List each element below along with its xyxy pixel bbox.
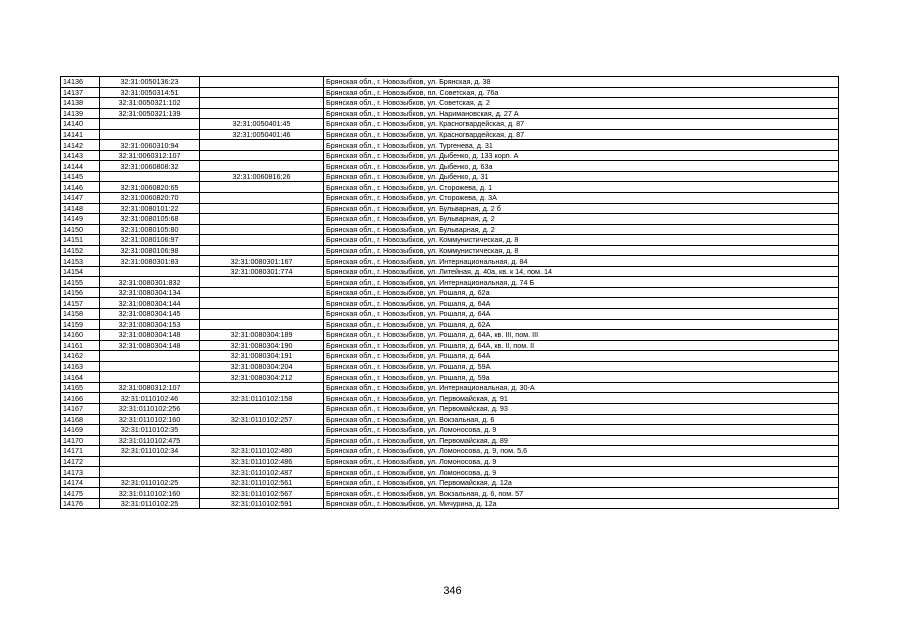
cadastral-number-cell: 32:31:0110102:35 — [100, 425, 200, 436]
row-number-cell: 14176 — [61, 498, 100, 509]
address-cell: Брянская обл., г. Новозыбков, ул. Наримановская, д. 27 А — [324, 108, 839, 119]
row-number-cell: 14149 — [61, 214, 100, 225]
table-row — [61, 467, 839, 478]
row-number-cell: 14154 — [61, 266, 100, 277]
table-row — [61, 77, 839, 88]
table-row — [61, 277, 839, 288]
address-cell: Брянская обл., г. Новозыбков, ул. Рошаля, д. 59А — [324, 361, 839, 372]
cadastral-number-cell — [100, 119, 200, 130]
cadastral-number-cell: 32:31:0080304:144 — [100, 298, 200, 309]
cadastral-number-cell: 32:31:0080304:148 — [100, 340, 200, 351]
address-cell: Брянская обл., г. Новозыбков, ул. Рошаля, д. 64А — [324, 309, 839, 320]
cadastral-number-cell: 32:31:0080105:68 — [100, 214, 200, 225]
address-cell: Брянская обл., г. Новозыбков, ул. Тургенева, д. 31 — [324, 140, 839, 151]
cadastral-number-cell: 32:31:0060820:65 — [100, 182, 200, 193]
address-cell: Брянская обл., г. Новозыбков, ул. Рошаля, д. 59а — [324, 372, 839, 383]
row-number-cell: 14142 — [61, 140, 100, 151]
cadastral-number-2-cell — [200, 182, 324, 193]
table-row — [61, 182, 839, 193]
address-cell: Брянская обл., г. Новозыбков, ул. Ломоносова, д. 9 — [324, 467, 839, 478]
cadastral-number-cell: 32:31:0050321:139 — [100, 108, 200, 119]
cadastral-number-cell: 32:31:0050321:102 — [100, 98, 200, 109]
row-number-cell: 14137 — [61, 87, 100, 98]
cadastral-number-2-cell: 32:31:0110102:591 — [200, 498, 324, 509]
cadastral-number-2-cell — [200, 150, 324, 161]
address-cell: Брянская обл., г. Новозыбков, ул. Первомайская, д. 89 — [324, 435, 839, 446]
property-table — [60, 76, 839, 509]
cadastral-number-2-cell — [200, 203, 324, 214]
cadastral-number-cell: 32:31:0110102:25 — [100, 498, 200, 509]
cadastral-number-cell — [100, 467, 200, 478]
row-number-cell: 14153 — [61, 256, 100, 267]
row-number-cell: 14146 — [61, 182, 100, 193]
cadastral-number-2-cell: 32:31:0080301:774 — [200, 266, 324, 277]
address-cell: Брянская обл., г. Новозыбков, ул. Бульварная, д. 2 — [324, 214, 839, 225]
row-number-cell: 14169 — [61, 425, 100, 436]
cadastral-number-cell: 32:31:0080106:97 — [100, 235, 200, 246]
address-cell: Брянская обл., г. Новозыбков, ул. Коммунистическая, д. 8 — [324, 235, 839, 246]
cadastral-number-cell: 32:31:0080304:148 — [100, 330, 200, 341]
cadastral-number-2-cell: 32:31:0060816:26 — [200, 171, 324, 182]
address-cell: Брянская обл., г. Новозыбков, ул. Дыбенко, д. 31 — [324, 171, 839, 182]
table-row — [61, 203, 839, 214]
address-cell: Брянская обл., г. Новозыбков, ул. Рошаля, д. 64А, кв. III, пом. III — [324, 330, 839, 341]
table-row — [61, 171, 839, 182]
row-number-cell: 14152 — [61, 245, 100, 256]
cadastral-number-2-cell — [200, 235, 324, 246]
cadastral-number-2-cell: 32:31:0080304:189 — [200, 330, 324, 341]
cadastral-number-2-cell — [200, 403, 324, 414]
cadastral-number-2-cell: 32:31:0050401:46 — [200, 129, 324, 140]
address-cell: Брянская обл., г. Новозыбков, ул. Ломоносова, д. 9 — [324, 456, 839, 467]
table-row — [61, 224, 839, 235]
cadastral-number-2-cell — [200, 277, 324, 288]
row-number-cell: 14144 — [61, 161, 100, 172]
row-number-cell: 14166 — [61, 393, 100, 404]
cadastral-number-cell — [100, 372, 200, 383]
table-row — [61, 498, 839, 509]
row-number-cell: 14139 — [61, 108, 100, 119]
address-cell: Брянская обл., г. Новозыбков, ул. Интернациональная, д. 30-А — [324, 382, 839, 393]
address-cell: Брянская обл., г. Новозыбков, ул. Интернациональная, д. 84 — [324, 256, 839, 267]
row-number-cell: 14158 — [61, 309, 100, 320]
row-number-cell: 14160 — [61, 330, 100, 341]
address-cell: Брянская обл., г. Новозыбков, ул. Коммунистическая, д. 8 — [324, 245, 839, 256]
cadastral-number-2-cell: 32:31:0080304:204 — [200, 361, 324, 372]
table-row — [61, 266, 839, 277]
table-body — [61, 77, 839, 509]
cadastral-number-cell: 32:31:0110102:160 — [100, 414, 200, 425]
cadastral-number-2-cell: 32:31:0080301:167 — [200, 256, 324, 267]
cadastral-number-2-cell — [200, 77, 324, 88]
address-cell: Брянская обл., г. Новозыбков, ул. Дыбенко, д. 63а — [324, 161, 839, 172]
cadastral-number-2-cell: 32:31:0110102:158 — [200, 393, 324, 404]
row-number-cell: 14161 — [61, 340, 100, 351]
address-cell: Брянская обл., г. Новозыбков, ул. Бульварная, д. 2 б — [324, 203, 839, 214]
table-row — [61, 129, 839, 140]
address-cell: Брянская обл., г. Новозыбков, ул. Рошаля, д. 64А — [324, 351, 839, 362]
cadastral-number-cell — [100, 266, 200, 277]
cadastral-number-2-cell — [200, 140, 324, 151]
row-number-cell: 14162 — [61, 351, 100, 362]
row-number-cell: 14151 — [61, 235, 100, 246]
table-row — [61, 108, 839, 119]
cadastral-number-2-cell: 32:31:0110102:561 — [200, 477, 324, 488]
cadastral-number-2-cell: 32:31:0110102:487 — [200, 467, 324, 478]
cadastral-number-cell — [100, 456, 200, 467]
table-row — [61, 319, 839, 330]
row-number-cell: 14136 — [61, 77, 100, 88]
table-row — [61, 161, 839, 172]
row-number-cell: 14175 — [61, 488, 100, 499]
cadastral-number-2-cell: 32:31:0110102:486 — [200, 456, 324, 467]
table-row — [61, 477, 839, 488]
address-cell: Брянская обл., г. Новозыбков, пл. Советская, д. 76а — [324, 87, 839, 98]
address-cell: Брянская обл., г. Новозыбков, ул. Ломоносова, д. 9 — [324, 425, 839, 436]
cadastral-number-2-cell: 32:31:0110102:567 — [200, 488, 324, 499]
cadastral-number-2-cell: 32:31:0110102:480 — [200, 446, 324, 457]
cadastral-number-2-cell — [200, 108, 324, 119]
address-cell: Брянская обл., г. Новозыбков, ул. Рошаля, д. 64А — [324, 298, 839, 309]
address-cell: Брянская обл., г. Новозыбков, ул. Первомайская, д. 91 — [324, 393, 839, 404]
table-row — [61, 330, 839, 341]
cadastral-number-cell — [100, 361, 200, 372]
row-number-cell: 14170 — [61, 435, 100, 446]
address-cell: Брянская обл., г. Новозыбков, ул. Рошаля, д. 62а — [324, 287, 839, 298]
cadastral-number-cell: 32:31:0080312:107 — [100, 382, 200, 393]
cadastral-number-2-cell — [200, 287, 324, 298]
row-number-cell: 14163 — [61, 361, 100, 372]
address-cell: Брянская обл., г. Новозыбков, ул. Бульварная, д. 2 — [324, 224, 839, 235]
cadastral-number-cell: 32:31:0080106:98 — [100, 245, 200, 256]
table-row — [61, 351, 839, 362]
address-cell: Брянская обл., г. Новозыбков, ул. Первомайская, д. 12а — [324, 477, 839, 488]
cadastral-number-cell: 32:31:0060820:70 — [100, 193, 200, 204]
cadastral-number-cell: 32:31:0060808:32 — [100, 161, 200, 172]
table-row — [61, 446, 839, 457]
table-row — [61, 435, 839, 446]
row-number-cell: 14148 — [61, 203, 100, 214]
table-row — [61, 425, 839, 436]
address-cell: Брянская обл., г. Новозыбков, ул. Сторожева, д. 3А — [324, 193, 839, 204]
cadastral-number-2-cell — [200, 425, 324, 436]
table-row — [61, 298, 839, 309]
table-row — [61, 393, 839, 404]
cadastral-number-2-cell — [200, 98, 324, 109]
cadastral-number-2-cell — [200, 245, 324, 256]
cadastral-number-2-cell — [200, 319, 324, 330]
cadastral-number-cell: 32:31:0080304:145 — [100, 309, 200, 320]
row-number-cell: 14147 — [61, 193, 100, 204]
address-cell: Брянская обл., г. Новозыбков, ул. Красногвардейская, д. 87 — [324, 129, 839, 140]
address-cell: Брянская обл., г. Новозыбков, ул. Дыбенко, д. 133 корп. А — [324, 150, 839, 161]
cadastral-number-2-cell — [200, 224, 324, 235]
row-number-cell: 14159 — [61, 319, 100, 330]
table-row — [61, 287, 839, 298]
address-cell: Брянская обл., г. Новозыбков, ул. Сторожева, д. 1 — [324, 182, 839, 193]
cadastral-number-2-cell: 32:31:0080304:190 — [200, 340, 324, 351]
address-cell: Брянская обл., г. Новозыбков, ул. Вокзальная, д. 6, пом. 57 — [324, 488, 839, 499]
cadastral-number-2-cell — [200, 87, 324, 98]
cadastral-number-cell: 32:31:0060312:107 — [100, 150, 200, 161]
table-row — [61, 119, 839, 130]
table-row — [61, 235, 839, 246]
row-number-cell: 14156 — [61, 287, 100, 298]
row-number-cell: 14138 — [61, 98, 100, 109]
cadastral-number-2-cell: 32:31:0110102:257 — [200, 414, 324, 425]
cadastral-number-2-cell — [200, 161, 324, 172]
cadastral-number-cell: 32:31:0080304:134 — [100, 287, 200, 298]
table-row — [61, 488, 839, 499]
cadastral-number-2-cell: 32:31:0050401:45 — [200, 119, 324, 130]
cadastral-number-2-cell — [200, 382, 324, 393]
cadastral-number-cell: 32:31:0110102:46 — [100, 393, 200, 404]
row-number-cell: 14140 — [61, 119, 100, 130]
table-row — [61, 309, 839, 320]
cadastral-number-2-cell: 32:31:0080304:191 — [200, 351, 324, 362]
address-cell: Брянская обл., г. Новозыбков, ул. Советская, д. 2 — [324, 98, 839, 109]
address-cell: Брянская обл., г. Новозыбков, ул. Ломоносова, д. 9, пом. 5,6 — [324, 446, 839, 457]
row-number-cell: 14165 — [61, 382, 100, 393]
address-cell: Брянская обл., г. Новозыбков, ул. Рошаля, д. 62А — [324, 319, 839, 330]
table-row — [61, 193, 839, 204]
row-number-cell: 14167 — [61, 403, 100, 414]
cadastral-number-cell: 32:31:0080105:80 — [100, 224, 200, 235]
table-row — [61, 382, 839, 393]
table-row — [61, 403, 839, 414]
cadastral-number-cell: 32:31:0080101:22 — [100, 203, 200, 214]
address-cell: Брянская обл., г. Новозыбков, ул. Красногвардейская, д. 87 — [324, 119, 839, 130]
cadastral-number-cell: 32:31:0050136:23 — [100, 77, 200, 88]
table-row — [61, 87, 839, 98]
address-cell: Брянская обл., г. Новозыбков, ул. Первомайская, д. 93 — [324, 403, 839, 414]
address-cell: Брянская обл., г. Новозыбков, ул. Вокзальная, д. 6 — [324, 414, 839, 425]
row-number-cell: 14157 — [61, 298, 100, 309]
table-row — [61, 256, 839, 267]
row-number-cell: 14164 — [61, 372, 100, 383]
cadastral-number-cell: 32:31:0110102:475 — [100, 435, 200, 446]
row-number-cell: 14141 — [61, 129, 100, 140]
cadastral-number-cell — [100, 351, 200, 362]
cadastral-number-cell: 32:31:0050314:51 — [100, 87, 200, 98]
cadastral-number-cell: 32:31:0080301:832 — [100, 277, 200, 288]
cadastral-number-cell: 32:31:0060310:94 — [100, 140, 200, 151]
table-row — [61, 98, 839, 109]
row-number-cell: 14145 — [61, 171, 100, 182]
row-number-cell: 14143 — [61, 150, 100, 161]
cadastral-number-2-cell — [200, 435, 324, 446]
cadastral-number-cell — [100, 171, 200, 182]
table-row — [61, 340, 839, 351]
table-row — [61, 245, 839, 256]
table-row — [61, 414, 839, 425]
address-cell: Брянская обл., г. Новозыбков, ул. Интернациональная, д. 74 Б — [324, 277, 839, 288]
row-number-cell: 14150 — [61, 224, 100, 235]
cadastral-number-cell: 32:31:0080301:83 — [100, 256, 200, 267]
table-row — [61, 214, 839, 225]
cadastral-number-cell: 32:31:0110102:256 — [100, 403, 200, 414]
cadastral-number-2-cell — [200, 298, 324, 309]
row-number-cell: 14168 — [61, 414, 100, 425]
cadastral-number-cell: 32:31:0110102:34 — [100, 446, 200, 457]
cadastral-number-2-cell — [200, 193, 324, 204]
cadastral-number-2-cell — [200, 214, 324, 225]
row-number-cell: 14172 — [61, 456, 100, 467]
address-cell: Брянская обл., г. Новозыбков, ул. Мичурина, д. 12а — [324, 498, 839, 509]
table-row — [61, 150, 839, 161]
row-number-cell: 14173 — [61, 467, 100, 478]
address-cell: Брянская обл., г. Новозыбков, ул. Литейная, д. 40а, кв. к 14, пом. 14 — [324, 266, 839, 277]
table-row — [61, 361, 839, 372]
row-number-cell: 14171 — [61, 446, 100, 457]
table-row — [61, 140, 839, 151]
cadastral-number-cell: 32:31:0080304:153 — [100, 319, 200, 330]
cadastral-number-cell: 32:31:0110102:160 — [100, 488, 200, 499]
page-number: 346 — [443, 585, 462, 597]
cadastral-number-2-cell — [200, 309, 324, 320]
address-cell: Брянская обл., г. Новозыбков, ул. Рошаля, д. 64А, кв. II, пом. II — [324, 340, 839, 351]
table-row — [61, 456, 839, 467]
address-cell: Брянская обл., г. Новозыбков, ул. Брянская, д. 38 — [324, 77, 839, 88]
row-number-cell: 14174 — [61, 477, 100, 488]
cadastral-number-cell — [100, 129, 200, 140]
cadastral-number-2-cell: 32:31:0080304:212 — [200, 372, 324, 383]
cadastral-number-cell: 32:31:0110102:25 — [100, 477, 200, 488]
row-number-cell: 14155 — [61, 277, 100, 288]
table-row — [61, 372, 839, 383]
